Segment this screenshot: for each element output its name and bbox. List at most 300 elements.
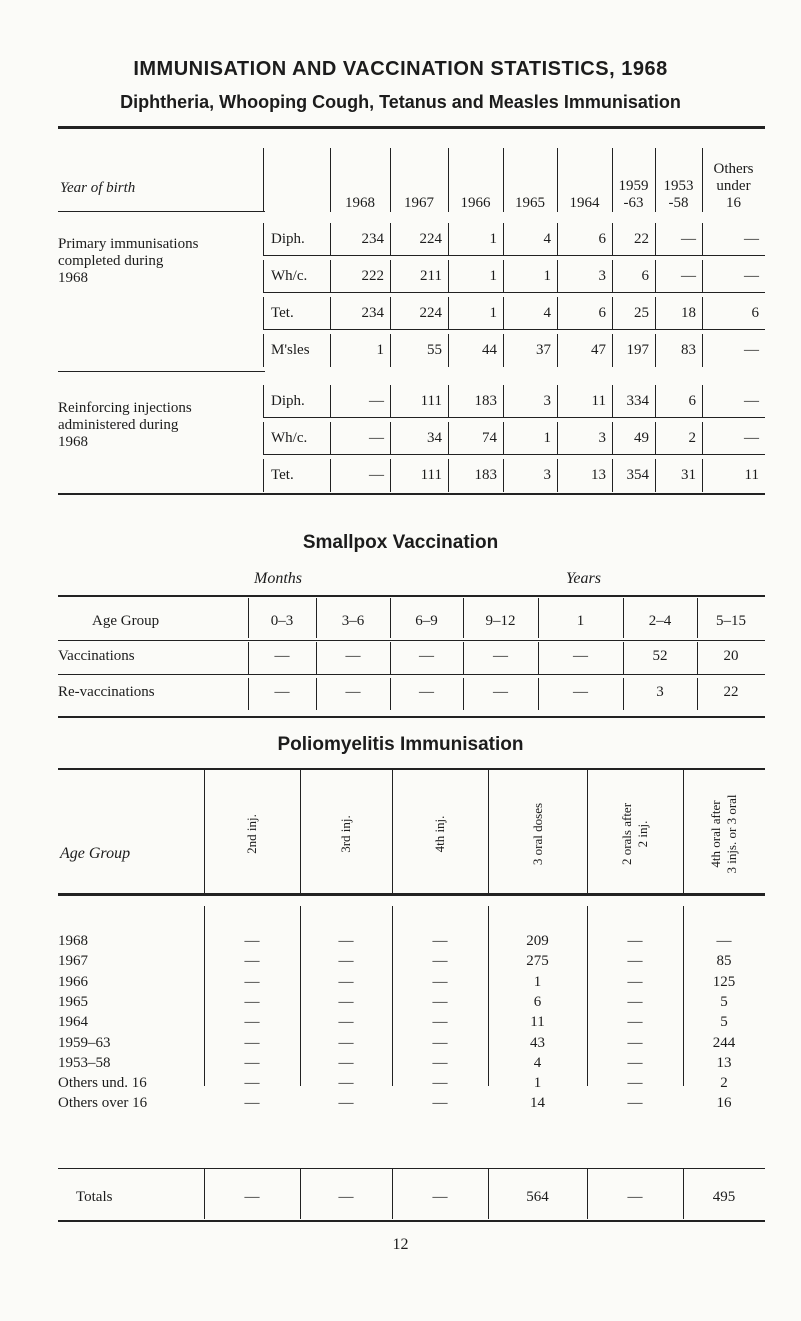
cell-value: — [432, 1054, 448, 1071]
cell-value: 52 [652, 648, 668, 664]
bottom-rule [58, 493, 765, 495]
row-divider [557, 297, 558, 330]
cell-value: — [432, 953, 448, 970]
column-header: 1965 [515, 195, 545, 211]
row-label: 1967 [58, 953, 88, 970]
cell-value: — [369, 467, 384, 483]
cell-value: 1 [489, 305, 497, 321]
row-divider [263, 459, 264, 492]
totals-value: — [432, 1189, 448, 1205]
cell-value: — [338, 1054, 354, 1071]
cell-value: 3 [543, 393, 551, 409]
header-divider [587, 770, 588, 894]
cell-value: 5 [720, 1014, 728, 1031]
row-divider [612, 459, 613, 492]
header-under-rule [58, 211, 265, 212]
cell-value: 6 [598, 231, 606, 247]
cell-value: — [244, 1034, 260, 1051]
page-title: IMMUNISATION AND VACCINATION STATISTICS, 1968 [133, 58, 668, 80]
cell-value: — [432, 933, 448, 949]
header-divider [392, 770, 393, 894]
cell-value: 34 [427, 430, 442, 446]
row-divider [263, 260, 264, 293]
row-divider [612, 260, 613, 293]
row-divider [612, 385, 613, 418]
row-divider [612, 223, 613, 256]
row-divider [702, 334, 703, 367]
cell-value: — [345, 648, 361, 664]
row-divider [263, 297, 264, 330]
row-divider [702, 223, 703, 256]
row-divider [655, 459, 656, 492]
cell-value: — [627, 933, 643, 949]
column-header: 1968 [345, 195, 375, 211]
row-divider [557, 459, 558, 492]
row-divider [330, 422, 331, 455]
section1-heading: Diphtheria, Whooping Cough, Tetanus and Measles Immunisation [120, 92, 681, 112]
row-type-label: Wh/c. [271, 268, 308, 284]
row-divider [448, 385, 449, 418]
cell-value: 11 [744, 467, 759, 483]
cell-value: 3 [598, 268, 606, 284]
column-header: 3–6 [341, 613, 365, 629]
cell-value: — [627, 973, 643, 990]
row-type-label: Diph. [271, 231, 305, 247]
row-label: 1964 [58, 1014, 88, 1031]
row-divider [655, 385, 656, 418]
cell-value: — [432, 1095, 448, 1112]
row-divider [503, 260, 504, 293]
header-rule [58, 640, 765, 641]
column-header: 2–4 [648, 613, 672, 629]
header-divider [612, 148, 613, 212]
row-divider [330, 297, 331, 330]
cell-value: — [338, 1075, 354, 1092]
row-label: 1953–58 [58, 1054, 111, 1071]
cell-value: 3 [543, 467, 551, 483]
row-label: Others over 16 [58, 1095, 148, 1112]
row-divider [538, 642, 539, 674]
column-header: 1959 -63 [618, 178, 649, 211]
cell-value: 334 [626, 393, 649, 409]
cell-value: 1 [533, 1075, 542, 1092]
column-header: 1966 [460, 195, 491, 211]
bottom-rule [58, 1220, 765, 1222]
row-divider [697, 642, 698, 674]
column-header: 1 [576, 613, 585, 629]
cell-value: 4 [533, 1054, 542, 1071]
cell-value: 183 [474, 393, 497, 409]
cell-value: 11 [530, 1014, 545, 1031]
row-rule [263, 329, 765, 330]
cell-value: 83 [681, 342, 696, 358]
row-divider [390, 459, 391, 492]
cell-value: 1 [376, 342, 384, 358]
cell-value: — [274, 684, 290, 700]
cell-value: — [432, 1075, 448, 1092]
cell-value: 49 [634, 430, 649, 446]
row-divider [655, 334, 656, 367]
header-divider [655, 148, 656, 212]
cell-value: — [681, 268, 696, 284]
cell-value: 1 [543, 268, 551, 284]
row-divider [390, 223, 391, 256]
row-divider [463, 642, 464, 674]
cell-value: 111 [420, 393, 442, 409]
cell-value: 2 [720, 1075, 728, 1092]
cell-value: — [369, 393, 384, 409]
cell-value: — [338, 1014, 354, 1031]
cell-value: — [627, 993, 643, 1010]
top-rule-thin [58, 128, 765, 129]
row-rule [263, 454, 765, 455]
column-header: 6–9 [415, 613, 438, 629]
row-label: 1966 [58, 973, 88, 990]
row-type-label: Wh/c. [271, 430, 308, 446]
row-divider [538, 678, 539, 710]
page-number: 12 [392, 1236, 409, 1253]
row-label: Re-vaccinations [58, 684, 155, 700]
body-divider [300, 906, 301, 1086]
header-divider [538, 598, 539, 638]
cell-value: — [338, 953, 354, 970]
header-divider [300, 770, 301, 894]
row-rule [263, 255, 765, 256]
row-divider [330, 223, 331, 256]
row-divider [248, 678, 249, 710]
row-rule [58, 674, 765, 675]
row-divider [316, 642, 317, 674]
top-rule [58, 595, 765, 597]
cell-value: 1 [543, 430, 551, 446]
header-divider [263, 148, 264, 212]
group-label: Reinforcing injections administered during 1968 [58, 400, 192, 450]
row-header: Year of birth [60, 180, 136, 196]
header-divider [702, 148, 703, 212]
header-divider [503, 148, 504, 212]
cell-value: — [244, 953, 260, 970]
cell-value: 55 [427, 342, 442, 358]
cell-value: — [744, 342, 759, 358]
row-divider [623, 678, 624, 710]
row-type-label: M'sles [271, 342, 310, 358]
body-divider [488, 906, 489, 1086]
row-divider [655, 260, 656, 293]
cell-value: 197 [626, 342, 649, 358]
column-header: 1953 -58 [663, 178, 694, 211]
cell-value: 1 [489, 268, 497, 284]
cell-value: — [244, 1014, 260, 1031]
header-rule [58, 893, 765, 896]
row-label: 1968 [58, 933, 88, 949]
totals-divider [300, 1169, 301, 1219]
row-divider [390, 297, 391, 330]
row-divider [557, 334, 558, 367]
cell-value: 6 [533, 993, 542, 1010]
row-divider [448, 422, 449, 455]
cell-value: — [338, 973, 354, 990]
totals-label: Totals [76, 1189, 113, 1205]
row-divider [390, 334, 391, 367]
cell-value: 211 [420, 268, 442, 284]
totals-divider [204, 1169, 205, 1219]
header-divider [683, 770, 684, 894]
cell-value: 85 [716, 953, 732, 970]
cell-value: 183 [474, 467, 497, 483]
header-divider [248, 598, 249, 638]
row-divider [390, 422, 391, 455]
cell-value: 6 [688, 393, 696, 409]
row-divider [390, 260, 391, 293]
cell-value: — [432, 1034, 448, 1051]
column-header: 4th oral after 3 injs. or 3 oral [708, 794, 739, 874]
months-label: Months [254, 570, 302, 587]
row-divider [330, 459, 331, 492]
row-label: 1959–63 [58, 1034, 111, 1051]
row-type-label: Tet. [271, 305, 294, 321]
cell-value: — [432, 993, 448, 1010]
column-header: 2 orals after 2 inj. [619, 802, 650, 866]
totals-rule [58, 1168, 765, 1169]
cell-value: — [338, 993, 354, 1010]
header-divider [697, 598, 698, 638]
cell-value: 20 [723, 648, 739, 664]
column-header: 0–3 [270, 613, 294, 629]
row-label: 1965 [58, 993, 88, 1010]
cell-value: — [338, 1095, 354, 1112]
header-divider [448, 148, 449, 212]
cell-value: — [338, 1034, 354, 1051]
years-label: Years [566, 570, 601, 587]
cell-value: 5 [720, 993, 728, 1010]
row-divider [623, 642, 624, 674]
cell-value: 37 [536, 342, 551, 358]
cell-value: — [244, 1075, 260, 1092]
cell-value: — [627, 1075, 643, 1092]
cell-value: — [627, 953, 643, 970]
cell-value: 125 [712, 973, 736, 990]
cell-value: — [681, 231, 696, 247]
row-type-label: Diph. [271, 393, 305, 409]
totals-value: — [627, 1189, 643, 1205]
row-divider [503, 459, 504, 492]
row-divider [330, 334, 331, 367]
cell-value: 209 [526, 933, 549, 949]
cell-value: 6 [641, 268, 649, 284]
row-divider [463, 678, 464, 710]
cell-value: 4 [543, 305, 551, 321]
row-divider [390, 642, 391, 674]
cell-value: 18 [681, 305, 696, 321]
header-divider [463, 598, 464, 638]
row-divider [702, 260, 703, 293]
header-divider [623, 598, 624, 638]
column-header: Others under 16 [713, 161, 754, 211]
row-divider [697, 678, 698, 710]
totals-divider [683, 1169, 684, 1219]
row-header: Age Group [60, 845, 131, 862]
cell-value: — [744, 231, 759, 247]
row-divider [503, 422, 504, 455]
column-header: 1967 [404, 195, 434, 211]
totals-value: — [338, 1189, 354, 1205]
cell-value: 275 [526, 953, 549, 970]
cell-value: 25 [634, 305, 649, 321]
cell-value: 74 [482, 430, 497, 446]
row-divider [503, 385, 504, 418]
cell-value: 1 [489, 231, 497, 247]
bottom-rule [58, 716, 765, 718]
row-label: Others und. 16 [58, 1075, 147, 1092]
cell-value: 6 [598, 305, 606, 321]
row-divider [503, 334, 504, 367]
row-divider [263, 422, 264, 455]
totals-value: 495 [712, 1189, 736, 1205]
row-divider [316, 678, 317, 710]
cell-value: — [744, 393, 759, 409]
cell-value: 4 [543, 231, 551, 247]
cell-value: 13 [591, 467, 606, 483]
body-divider [683, 906, 684, 1086]
row-divider [557, 223, 558, 256]
cell-value: — [244, 1095, 260, 1112]
cell-value: — [744, 430, 759, 446]
cell-value: 14 [530, 1095, 545, 1112]
cell-value: 244 [712, 1034, 736, 1051]
totals-divider [392, 1169, 393, 1219]
totals-value: 564 [526, 1189, 549, 1205]
cell-value: 222 [361, 268, 384, 284]
totals-value: — [244, 1189, 260, 1205]
row-divider [557, 422, 558, 455]
row-divider [702, 385, 703, 418]
cell-value: — [244, 933, 260, 949]
cell-value: 3 [598, 430, 606, 446]
row-divider [557, 385, 558, 418]
cell-value: — [244, 1054, 260, 1071]
row-divider [655, 422, 656, 455]
cell-value: — [573, 684, 588, 700]
row-divider [612, 334, 613, 367]
cell-value: — [419, 684, 434, 700]
column-header: 5–15 [716, 613, 746, 629]
header-divider [204, 770, 205, 894]
row-divider [263, 223, 264, 256]
group-label: Primary immunisations completed during 1968 [58, 236, 199, 286]
row-divider [390, 385, 391, 418]
cell-value: — [338, 933, 354, 949]
cell-value: 31 [681, 467, 696, 483]
row-divider [330, 260, 331, 293]
cell-value: — [369, 430, 384, 446]
cell-value: — [244, 993, 260, 1010]
row-divider [448, 459, 449, 492]
header-divider [557, 148, 558, 212]
cell-value: 44 [482, 342, 497, 358]
row-divider [448, 260, 449, 293]
cell-value: — [432, 973, 448, 990]
row-divider [503, 223, 504, 256]
totals-divider [488, 1169, 489, 1219]
cell-value: — [274, 648, 290, 664]
cell-value: — [345, 684, 361, 700]
row-divider [655, 223, 656, 256]
cell-value: — [244, 973, 260, 990]
body-divider [587, 906, 588, 1086]
cell-value: 11 [591, 393, 606, 409]
column-header: 9–12 [485, 613, 516, 629]
cell-value: 3 [656, 684, 664, 700]
header-divider [390, 148, 391, 212]
cell-value: 43 [530, 1034, 545, 1051]
cell-value: — [627, 1034, 643, 1051]
cell-value: 22 [634, 231, 649, 247]
row-divider [330, 385, 331, 418]
row-divider [702, 459, 703, 492]
cell-value: 2 [688, 430, 696, 446]
cell-value: — [573, 648, 588, 664]
cell-value: 234 [361, 231, 384, 247]
body-divider [204, 906, 205, 1086]
row-divider [448, 334, 449, 367]
row-divider [263, 385, 264, 418]
header-divider [316, 598, 317, 638]
column-header: 1964 [569, 195, 600, 211]
row-divider [503, 297, 504, 330]
row-divider [390, 678, 391, 710]
row-type-label: Tet. [271, 467, 294, 483]
header-divider [330, 148, 331, 212]
cell-value: 16 [716, 1095, 732, 1112]
top-rule [58, 768, 765, 770]
row-divider [655, 297, 656, 330]
cell-value: 234 [361, 305, 384, 321]
row-divider [557, 260, 558, 293]
cell-value: — [716, 933, 732, 949]
row-divider [448, 223, 449, 256]
totals-divider [587, 1169, 588, 1219]
row-divider [612, 422, 613, 455]
row-divider [263, 334, 264, 367]
cell-value: — [419, 648, 434, 664]
column-header: 2nd inj. [244, 814, 259, 854]
cell-value: 47 [591, 342, 606, 358]
column-header: 4th inj. [432, 815, 447, 853]
row-rule [263, 292, 765, 293]
cell-value: — [432, 1014, 448, 1031]
row-divider [612, 297, 613, 330]
row-rule [263, 417, 765, 418]
cell-value: 6 [751, 305, 759, 321]
cell-value: — [627, 1054, 643, 1071]
cell-value: — [493, 648, 508, 664]
body-divider [392, 906, 393, 1086]
cell-value: — [627, 1095, 643, 1112]
row-divider [702, 297, 703, 330]
cell-value: 22 [723, 684, 739, 700]
row-divider [702, 422, 703, 455]
row-divider [448, 297, 449, 330]
column-header: 3 oral doses [529, 802, 545, 866]
row-label: Vaccinations [58, 648, 135, 664]
cell-value: 13 [716, 1054, 732, 1071]
cell-value: 224 [419, 305, 442, 321]
cell-value: — [627, 1014, 643, 1031]
group-rule [58, 371, 265, 372]
column-header: 3rd inj. [338, 815, 353, 853]
cell-value: — [493, 684, 508, 700]
header-divider [488, 770, 489, 894]
